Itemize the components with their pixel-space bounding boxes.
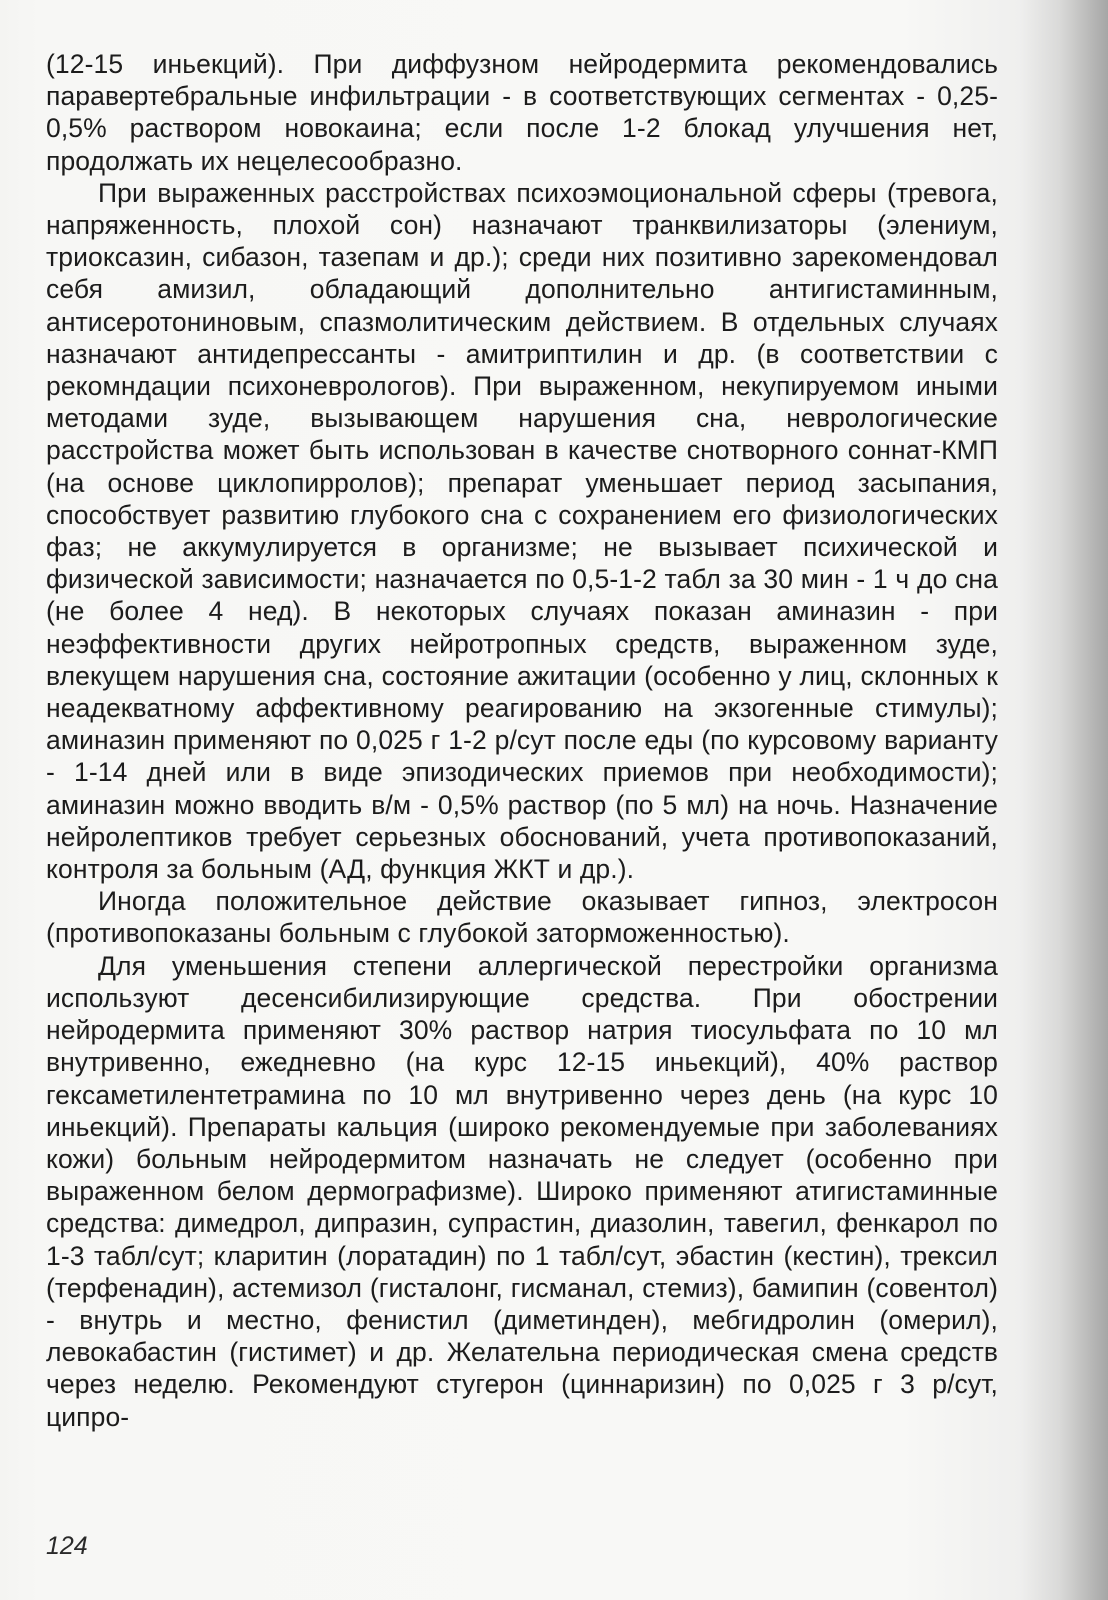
paragraph-1: (12-15 иньекций). При диффузном нейродермита рекомендовались паравертебральные инфильтрации - в соответствующих сегментах - 0,25-0,5% раствором новокаина; если после 1-2 блокад улучшения нет, продолжать их нецелесообразно. [46, 49, 998, 176]
paragraph-4: Для уменьшения степени аллергической перестройки организма используют десенсибилизирующие средства. При обострении нейродермита применяют 30% раствор натрия тиосульфата по 10 мл внутривенно, ежедневно (на курс 12-15 иньекций), 40% раствор гексаметилентетрамина по 10 мл внутривенно через день (на курс 10 иньекций). Препараты кальция (широко рекомендуемые при заболеваниях кожи) больным нейродермитом назначать не следует (особенно при выраженном белом дермографизме). Широко применяют атигистаминные средства: димедрол, дипразин, супрастин, диазолин, тавегил, фенкарол по 1-3 табл/сут; кларитин (лоратадин) по 1 табл/сут, эбастин (кестин), трексил (терфенадин), астемизол (гисталонг, гисманал, стемиз), бамипин (совентол) - внутрь и местно, фенистил (диметинден), мебгидролин (омерил), левокабастин (гистимет) и др. Желательна периодическая смена средств через неделю. Рекомендуют стугерон (циннаризин) по 0,025 г 3 р/сут, ципро- [46, 950, 998, 1432]
paragraph-2: При выраженных расстройствах психоэмоциональной сферы (тревога, напряженность, плохой сон) назначают транквилизаторы (элениум, триоксазин, сибазон, тазепам и др.); среди них позитивно зарекомендовал себя амизил, обладающий дополнительно антигистаминным, антисеротониновым, спазмолитическим действием. В отдельных случаях назначают антидепрессанты - амитриптилин и др. (в соответствии с рекомндации психоневрологов). При выраженном, некупируемом иными методами зуде, вызывающем нарушения сна, неврологические расстройства может быть использован в качестве снотворного соннат-КМП (на основе циклопирролов); препарат уменьшает период засыпания, способствует развитию глубокого сна с сохранением его физиологических фаз; не аккумулируется в организме; не вызывает психической и физической зависимости; назначается по 0,5-1-2 табл за 30 мин - 1 ч до сна (не более 4 нед). В некоторых случаях показан аминазин - при неэффективности других нейротропных средств, выраженном зуде, влекущем нарушения сна, состояние ажитации (особенно у лиц, склонных к неадекватному аффективному реагированию на экзогенные стимулы); аминазин применяют по 0,025 г 1-2 р/сут после еды (по курсовому варианту - 1-14 дней или в виде эпизодических приемов при необходимости); аминазин можно вводить в/м - 0,5% раствор (по 5 мл) на ночь. Назначение нейролептиков требует серьезных обоснований, учета противопоказаний, контроля за больным (АД, функция ЖКТ и др.). [46, 177, 998, 885]
page-number: 124 [46, 1532, 88, 1560]
paragraph-3: Иногда положительное действие оказывает гипноз, электросон (противопоказаны больным с глубокой заторможенностью). [46, 886, 998, 949]
body-text [46, 48, 998, 1433]
